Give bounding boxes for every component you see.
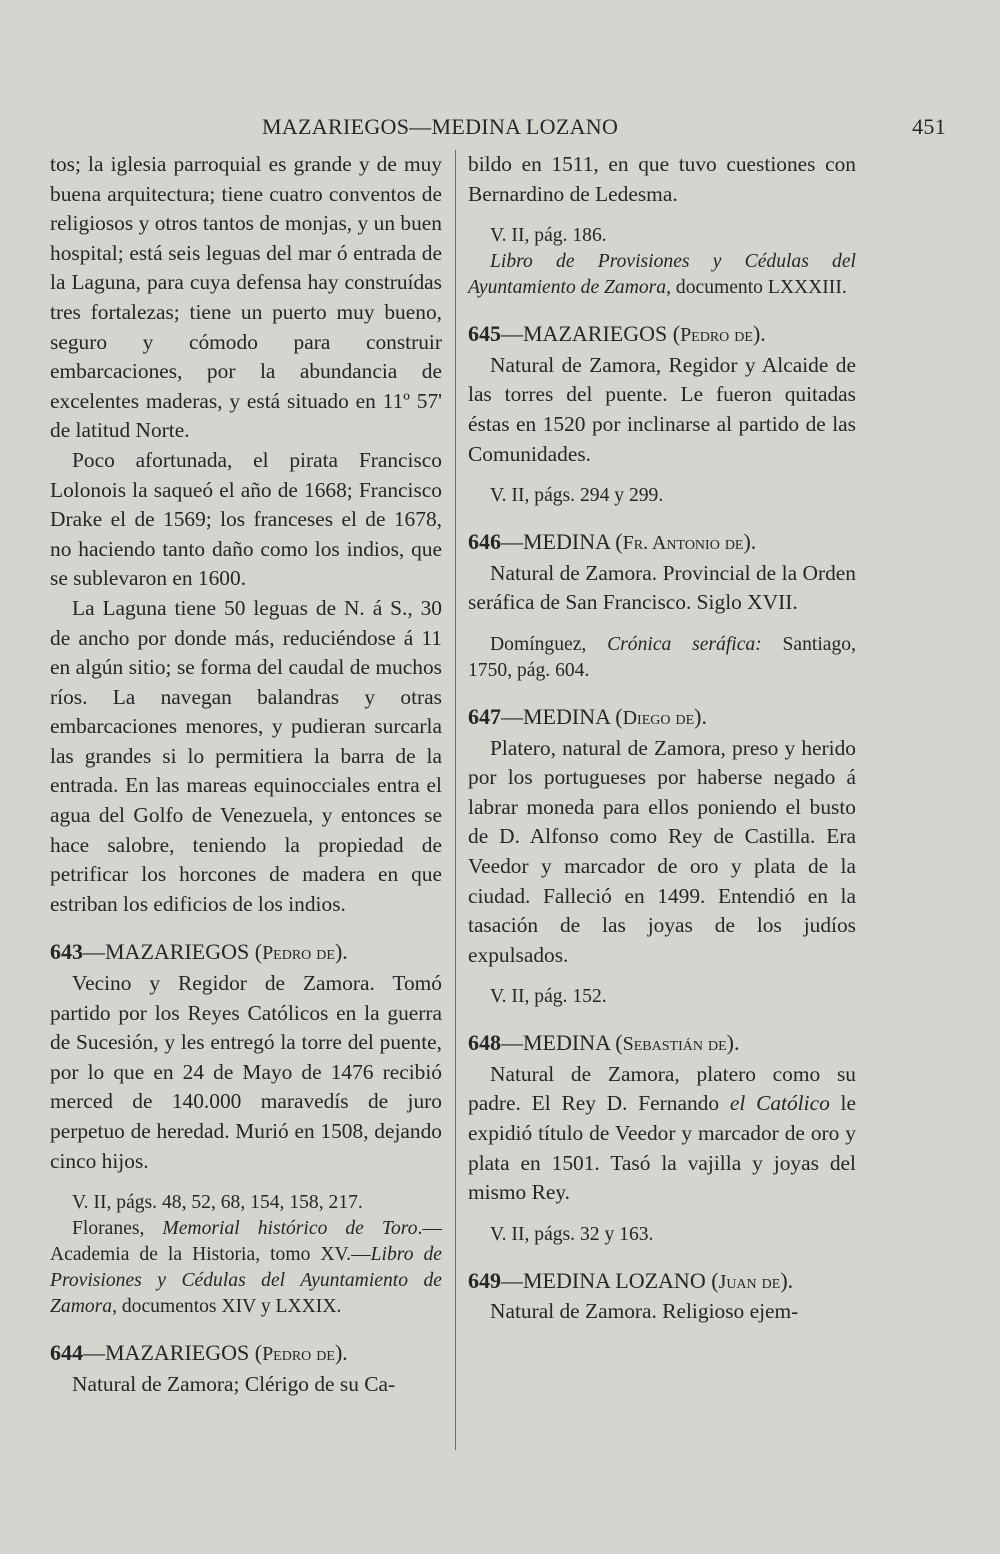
- body-text: Natural de Zamora, platero como su padre. El Rey D. Fernando: [468, 1061, 856, 1116]
- entry-649: [468, 1266, 856, 1327]
- entry-body: Vecino y Regidor de Zamora. Tomó partido por los Reyes Católicos en la guerra de Sucesión, y les entregó la torre del puente, por lo que en 24 de Mayo de 1476 recibió merced de 140.000 maravedís de juro perpetuo de heredad. Murió en 1508, dejando cinco hijos.: [50, 971, 442, 1173]
- spacer: [50, 1176, 442, 1190]
- entry-body: Platero, natural de Zamora, preso y herido por los portugueses por haberse negado á labrar moneda para ellos poniendo el busto de D. Alfonso como Rey de Castilla. Era Veedor y marcador de oro y plata de la ciudad. Falleció en 1499. Entendió en la tasación de las joyas de los judíos expulsados.: [468, 735, 856, 967]
- entry-given-name: Diego de: [622, 706, 695, 729]
- entry-name: —MEDINA LOZANO (: [501, 1267, 719, 1293]
- entry-number: 644: [50, 1340, 83, 1366]
- entry-number: 647: [468, 703, 501, 729]
- reference: [50, 1216, 442, 1320]
- entry-name: —MEDINA (: [501, 703, 623, 729]
- entry-name: —MEDINA (: [501, 529, 623, 555]
- ref-title: Libro de Provisiones y Cédulas del Ayuntamiento de Zamora: [50, 1244, 442, 1318]
- body-epithet: el Católico: [729, 1091, 830, 1116]
- entry-number: 646: [468, 529, 501, 555]
- page-number: 451: [912, 114, 946, 139]
- reference: [468, 632, 856, 684]
- entry-heading-close: ).: [334, 939, 348, 965]
- spacer: [468, 618, 856, 632]
- paragraph: Poco afortunada, el pirata Francisco Lolonois la saqueó el año de 1668; Francisco Drake el de 1569; los franceses el de 1678, no haciendo tanto daño como los indios, que se sublevaron en 1600.: [50, 447, 442, 591]
- entry-given-name: Pedro de: [262, 942, 335, 965]
- ref-text: , documentos XIV y LXXIX.: [112, 1296, 342, 1318]
- right-column: [468, 150, 856, 1327]
- ref-title: Memorial histórico de Toro: [162, 1218, 418, 1240]
- entry-body: Natural de Zamora. Religioso ejem-: [490, 1299, 799, 1324]
- entry-heading-close: ).: [726, 1030, 740, 1056]
- entry-given-name: Pedro de: [680, 324, 753, 347]
- spacer: [468, 469, 856, 483]
- entry-heading: [468, 1266, 856, 1298]
- entry-name: —MAZARIEGOS (: [83, 1340, 263, 1366]
- entry-given-name: Pedro de: [262, 1343, 335, 1366]
- reference: V. II, págs. 294 y 299.: [490, 485, 664, 507]
- header-title: MAZARIEGOS—MEDINA LOZANO: [262, 114, 619, 139]
- ref-text: , documento LXXXIII.: [666, 277, 847, 299]
- entry-body: Natural de Zamora; Clérigo de su Ca-: [72, 1371, 396, 1396]
- entry-heading-close: ).: [694, 703, 707, 729]
- entry-645: [468, 319, 856, 509]
- entry-heading-close: ).: [752, 321, 766, 347]
- entry-given-name: Juan de: [718, 1270, 781, 1293]
- body-text: le expidió título de Veedor y marcador de oro y plata en 1501. Tasó la vajilla y joyas del mismo Rey.: [468, 1091, 856, 1205]
- reference: V. II, pág. 186.: [490, 225, 607, 247]
- ref-text: Domínguez,: [490, 633, 608, 655]
- ref-text: Santiago, 1750, pág. 604.: [468, 633, 856, 681]
- entry-given-name: Sebastián de: [622, 1033, 727, 1056]
- paragraph: La Laguna tiene 50 leguas de N. á S., 30 de ancho por donde más, reduciéndose á 11 en algún sitio; se forma del caudal de muchos ríos. La navegan balandras y otras embarcaciones menores, y pudieran surcarla las grandes si lo permitiera la barra de la entrada. En las mareas equinocciales entra el agua del Golfo de Venezuela, y entonces se hace salobre, teniendo la propiedad de petrificar los horcones de madera en que estriban los edificios de los indios.: [50, 595, 442, 916]
- paragraph: bildo en 1511, en que tuvo cuestiones con Bernardino de Ledesma.: [468, 152, 856, 206]
- entry-number: 643: [50, 939, 83, 965]
- entry-heading: [50, 1338, 442, 1370]
- entry-body: Natural de Zamora, Regidor y Alcaide de las torres del puente. Le fueron quitadas éstas en 1520 por inclinarse al partido de las Comunidades.: [468, 352, 856, 466]
- ref-text: Floranes,: [72, 1218, 163, 1240]
- entry-heading-close: ).: [743, 529, 757, 555]
- entry-heading: [468, 319, 856, 351]
- entry-name: —MEDINA (: [501, 1030, 623, 1056]
- entry-644: [50, 1338, 442, 1399]
- entry-646: [468, 527, 856, 684]
- ref-text: .— Academia de la Historia, tomo XV.—: [50, 1218, 442, 1266]
- entry-643: [50, 937, 442, 1320]
- entry-name: —MAZARIEGOS (: [501, 321, 681, 347]
- entry-648: [468, 1028, 856, 1248]
- reference: V. II, pág. 152.: [490, 986, 607, 1008]
- entry-number: 645: [468, 321, 501, 347]
- entry-name: —MAZARIEGOS (: [83, 939, 263, 965]
- entry-heading-close: ).: [780, 1267, 794, 1293]
- entry-heading: [468, 527, 856, 559]
- column-divider: [455, 150, 456, 1450]
- entry-body: Natural de Zamora. Provincial de la Orden seráfica de San Francisco. Siglo XVII.: [468, 560, 856, 615]
- spacer: [468, 209, 856, 223]
- reference: [468, 249, 856, 301]
- left-column: [50, 150, 442, 1399]
- entry-heading: [50, 937, 442, 969]
- entry-647: [468, 702, 856, 1010]
- entry-body: [468, 1060, 856, 1208]
- running-header: [40, 114, 960, 148]
- ref-title: Crónica seráfica:: [607, 633, 762, 655]
- entry-number: 648: [468, 1030, 501, 1056]
- entry-heading: [468, 702, 856, 734]
- ref-title: Libro de Provisiones y Cédulas del Ayuntamiento de Zamora: [468, 251, 856, 299]
- paragraph: tos; la iglesia parroquial es grande y de muy buena arquitectura; tiene cuatro conventos de religiosos y otros tantos de monjas, y un buen hospital; está seis leguas del mar ó entrada de la Laguna, para cuya defensa hay construídas tres fortalezas; tiene un puerto muy bueno, seguro y cómodo para construir embarcaciones, por la abundancia de excelentes maderas, y está situado en 11º 57' de latitud Norte.: [50, 152, 442, 443]
- entry-number: 649: [468, 1267, 501, 1293]
- reference: V. II, págs. 48, 52, 68, 154, 158, 217.: [72, 1192, 363, 1214]
- entry-heading-close: ).: [334, 1340, 348, 1366]
- spacer: [468, 1208, 856, 1222]
- spacer: [468, 970, 856, 984]
- entry-given-name: Fr. Antonio de: [622, 532, 744, 555]
- reference: V. II, págs. 32 y 163.: [490, 1223, 654, 1245]
- entry-heading: [468, 1028, 856, 1060]
